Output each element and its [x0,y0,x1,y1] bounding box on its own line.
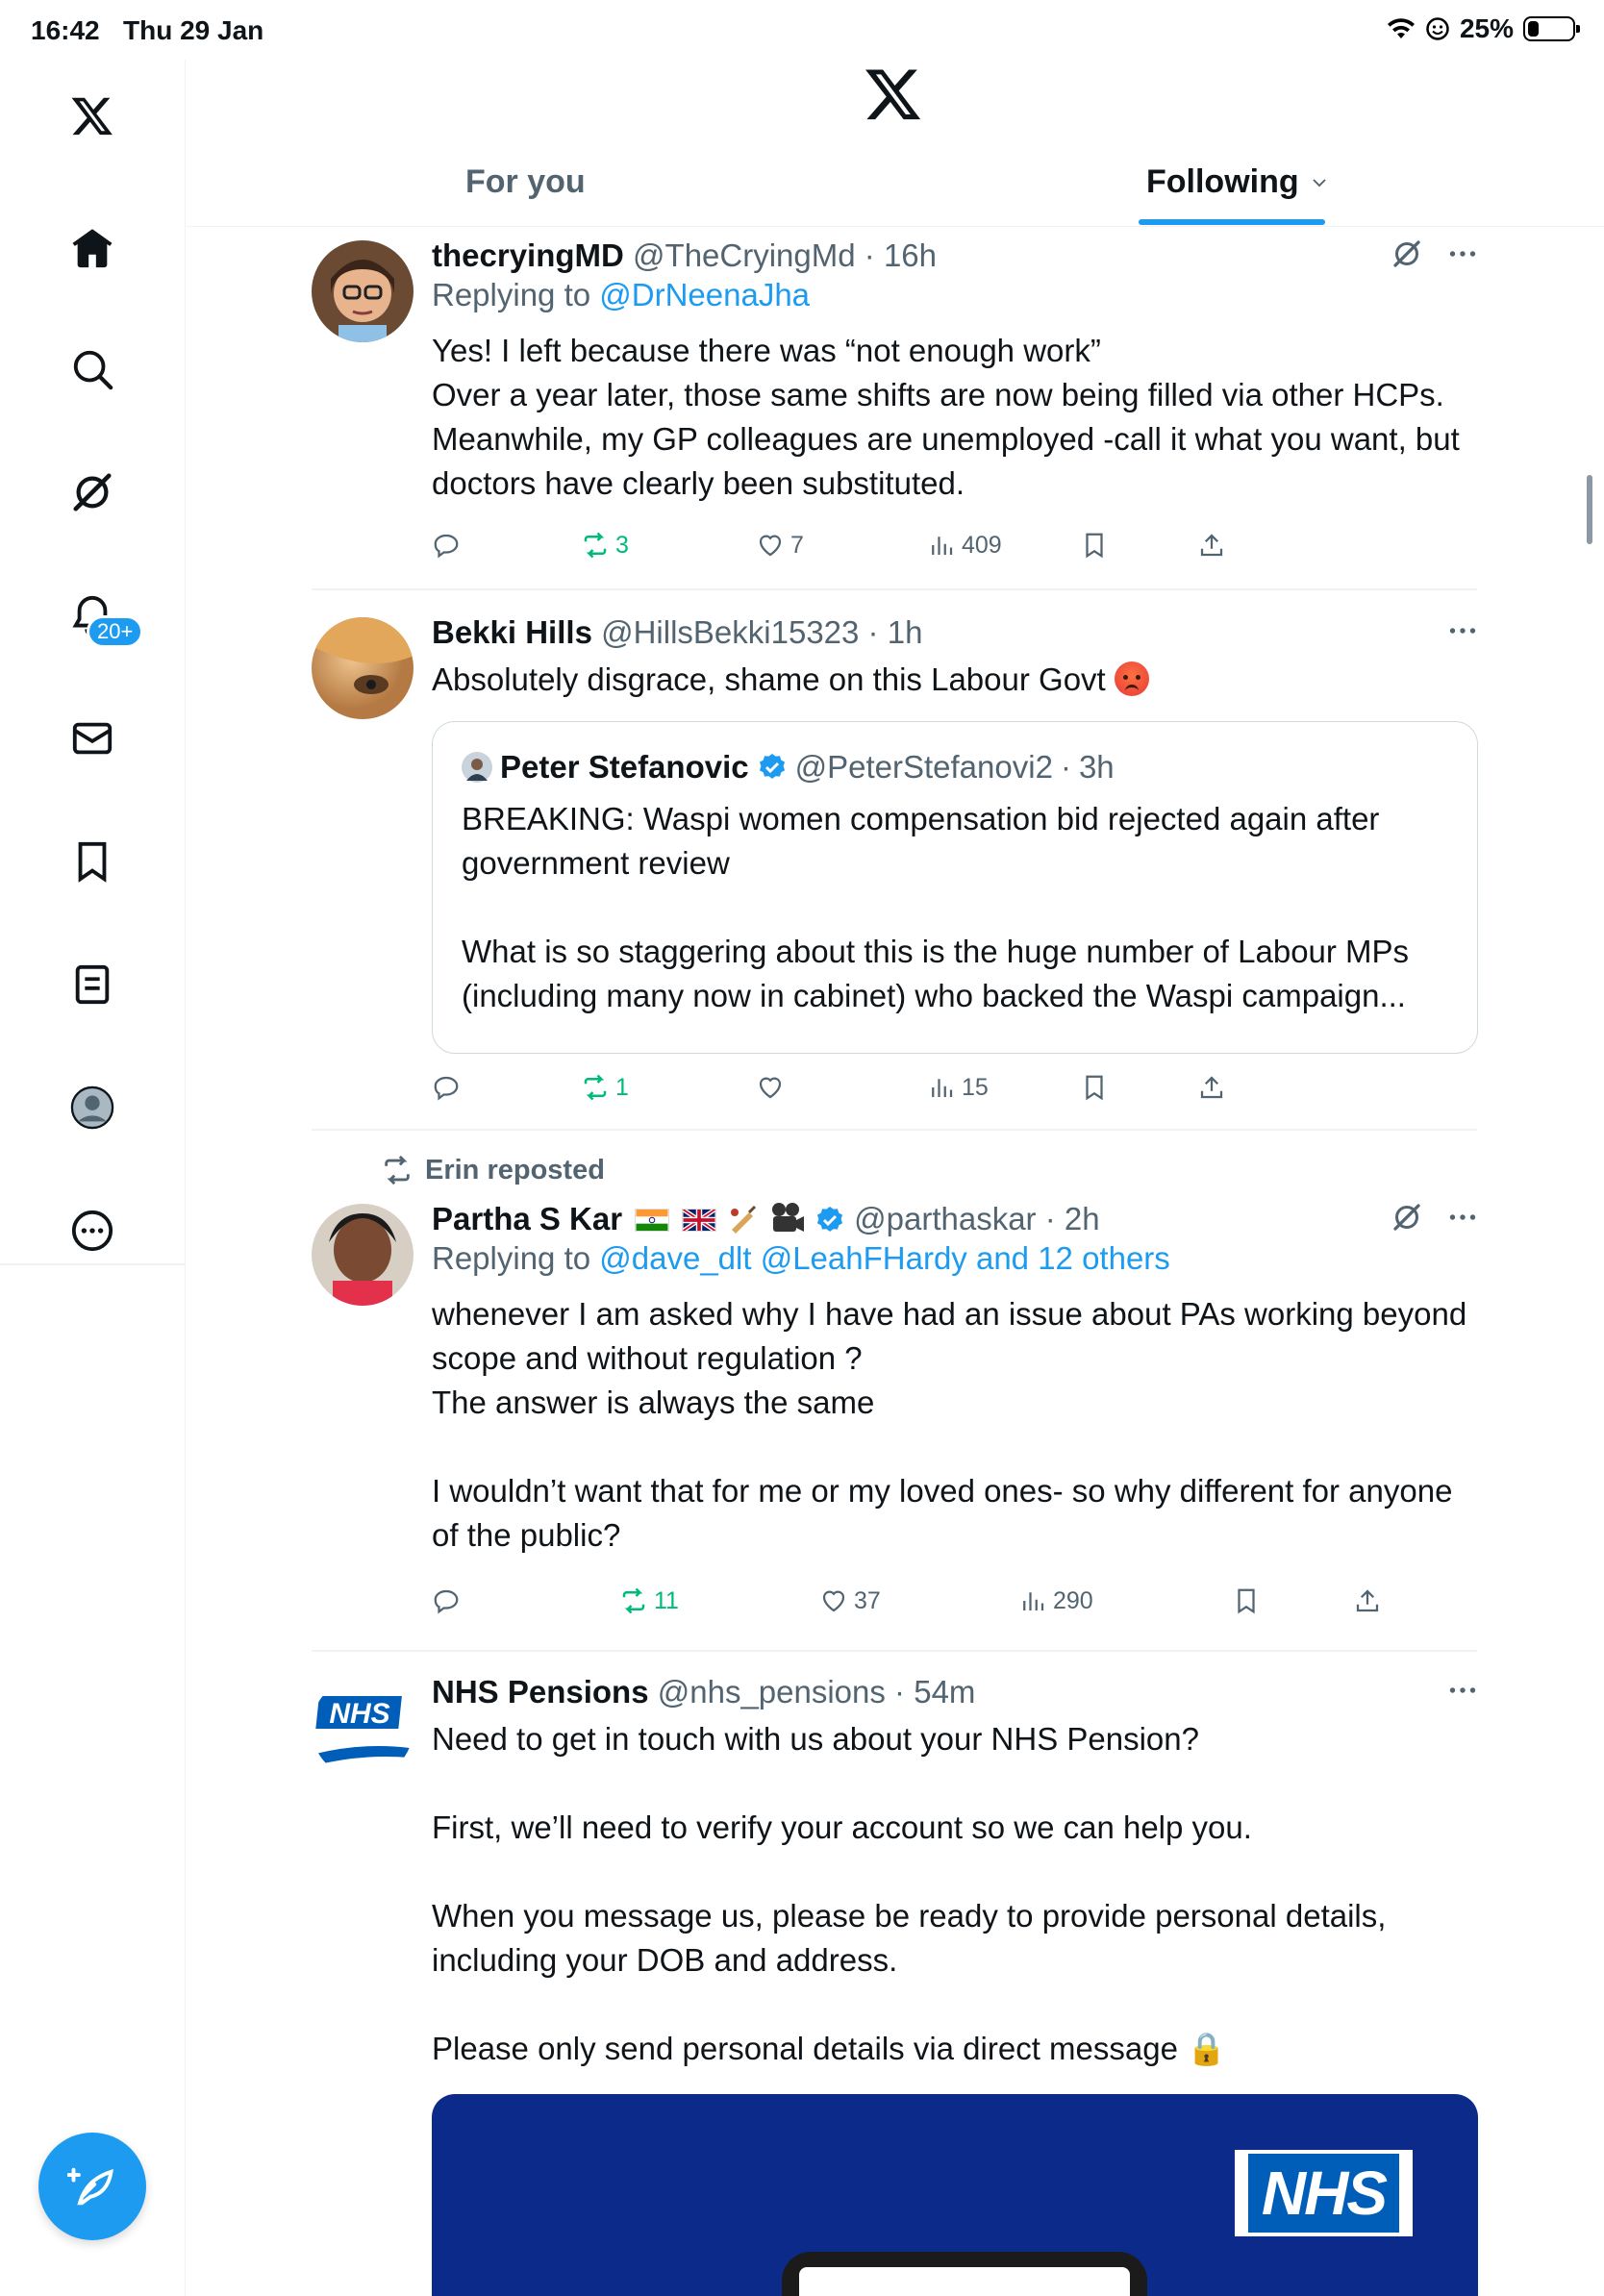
like-count: 7 [790,531,804,559]
tab-label: For you [465,163,586,200]
status-date: Thu 29 Jan [123,15,264,45]
post-header: NHS Pensions @nhs_pensions · 54m [432,1673,1480,1711]
profile-avatar-icon[interactable] [63,1079,121,1136]
grok-icon[interactable] [1390,237,1424,271]
repost-context [381,1154,605,1186]
grok-icon[interactable] [1390,1200,1424,1235]
repost-count: 3 [615,531,629,559]
notifications-badge: 20+ [87,615,143,648]
share-button[interactable] [1197,1073,1226,1102]
reply-button[interactable] [432,1073,461,1102]
more-dots-icon[interactable] [1445,1200,1480,1235]
angry-face-emoji-icon [1115,661,1149,696]
quoted-post-header: Peter Stefanovic @PeterStefanovi2 · 3h [462,749,1448,786]
repost-icon [581,531,610,560]
post-item[interactable] [312,613,1477,1113]
quoted-post-card[interactable] [432,721,1478,1054]
verified-badge-icon [815,1205,845,1235]
reply-to-link[interactable]: @dave_dlt @LeahFHardy and 12 others [599,1240,1170,1276]
views-chart-icon [927,531,956,560]
reply-button[interactable] [432,1586,461,1615]
repost-count: 11 [654,1586,679,1614]
author-name[interactable]: Partha S Kar [432,1201,623,1236]
messages-envelope-icon[interactable] [63,710,121,767]
reposted-by[interactable]: Erin reposted [425,1154,605,1185]
more-options-icon[interactable] [63,1202,121,1260]
view-count: 15 [962,1073,989,1101]
tab-label: Following [1146,163,1299,200]
author-handle[interactable]: @parthaskar [854,1201,1037,1236]
views-chart-icon [927,1073,956,1102]
device-illustration [782,2252,1147,2296]
author-handle[interactable]: @HillsBekki15323 [601,614,860,650]
author-name[interactable]: thecryingMD [432,237,624,273]
post-time[interactable]: 1h [887,614,923,650]
avatar[interactable] [312,1677,414,1779]
status-right [1387,13,1575,44]
more-dots-icon[interactable] [1445,613,1480,648]
reply-icon [432,1586,461,1615]
post-text: Need to get in touch with us about your NHS Pension? First, we’ll need to verify your account so we can help you. When you message us, please be ready to provide personal details, including your DOB and address. Please only send personal details via direct message 🔒 [432,1721,1387,2066]
bookmark-icon [1080,531,1109,560]
views-chart-icon [1018,1586,1047,1615]
author-name[interactable]: Bekki Hills [432,614,592,650]
reply-context [432,1238,1480,1279]
reply-prefix: Replying to [432,1240,600,1276]
post-divider [312,588,1477,590]
avatar[interactable] [312,1204,414,1306]
reply-to-link[interactable]: @DrNeenaJha [599,277,811,312]
heart-icon [756,531,785,560]
bookmark-icon [1080,1073,1109,1102]
post-text-container [432,658,1480,702]
post-actions [432,531,1480,569]
more-dots-icon[interactable] [1445,237,1480,271]
post-time[interactable]: 54m [914,1674,976,1710]
repost-button[interactable] [619,1586,679,1615]
left-navigation-rail [0,60,186,2296]
view-count: 290 [1053,1586,1093,1614]
post-text: whenever I am asked why I have had an issue about PAs working beyond scope and without regulation ? The answer is always the same I wouldn’t want that for me or my loved ones- so why different for anyone of the public? [432,1296,1467,1553]
bookmark-icon [1232,1586,1261,1615]
focus-icon [1425,16,1450,41]
post-actions [432,1073,1480,1111]
author-handle[interactable]: @nhs_pensions [657,1674,886,1710]
quoted-post-text: BREAKING: Waspi women compensation bid rejected again after government review What is so staggering about this is the huge number of Labour MPs (including many now in cabinet) who backed the Waspi campaign... [462,801,1410,1013]
post-divider [312,1129,1477,1131]
movie-camera-icon [769,1201,806,1235]
grok-icon[interactable] [63,463,121,521]
quoted-author-avatar [462,752,492,783]
share-button[interactable] [1197,531,1226,560]
post-time[interactable]: 2h [1064,1201,1100,1236]
repost-button[interactable] [581,1073,629,1102]
share-button[interactable] [1353,1586,1382,1615]
repost-icon [381,1154,414,1186]
avatar[interactable] [312,617,414,719]
more-dots-icon[interactable] [1445,1673,1480,1708]
like-button[interactable] [756,1073,785,1102]
post-header: Bekki Hills @HillsBekki15323 · 1h [432,613,1480,652]
post-item[interactable] [312,1673,1477,2296]
india-flag-icon [635,1209,669,1232]
reply-icon [432,1073,461,1102]
heart-icon [819,1586,848,1615]
rail-separator [0,1263,186,1265]
nhs-logo-text: NHS [1248,2154,1399,2233]
search-icon[interactable] [63,340,121,398]
post-time[interactable]: 16h [883,237,937,273]
share-icon [1197,531,1226,560]
reply-button[interactable] [432,531,461,560]
post-header: thecryingMD @TheCryingMd · 16h [432,237,1480,275]
reply-prefix: Replying to [432,277,600,312]
post-item[interactable] [312,237,1477,573]
share-icon [1353,1586,1382,1615]
chevron-down-icon [1311,174,1328,191]
post-header: Partha S Kar @parthaskar · 2h [432,1200,1480,1238]
x-logo-icon[interactable] [63,87,121,144]
views-button[interactable] [927,1073,989,1102]
bookmark-button[interactable] [1080,531,1109,560]
repost-button[interactable] [581,531,629,560]
compose-post-button[interactable] [38,2133,146,2240]
repost-count: 1 [615,1073,629,1101]
wifi-icon [1387,17,1416,40]
heart-icon [756,1073,785,1102]
like-button[interactable] [756,531,804,560]
post-item[interactable] [312,1154,1477,1625]
cricket-bat-icon [726,1201,761,1235]
post-actions [432,1586,1480,1625]
battery-icon [1523,16,1575,41]
author-handle[interactable]: @TheCryingMd [633,237,856,273]
home-icon[interactable] [63,219,121,277]
view-count: 409 [962,531,1002,559]
views-button[interactable] [1018,1586,1093,1615]
post-media-image[interactable] [432,2094,1478,2296]
active-tab-indicator [1139,219,1325,225]
avatar-logo-text: NHS [329,1698,390,1730]
verified-badge-icon [757,752,788,783]
like-button[interactable] [819,1586,881,1615]
post-text: Yes! I left because there was “not enough work” Over a year later, those same shifts are now being filled via other HCPs. Meanwhile, my GP colleagues are unemployed -call it what you want, but doctors have clearly been substituted. [432,333,1460,501]
scrollbar[interactable] [1587,475,1592,544]
status-time: 16:42 [31,15,100,45]
quoted-author-handle: @PeterStefanovi2 [794,749,1053,785]
nhs-logo [1235,2150,1413,2236]
post-divider [312,1650,1477,1652]
quoted-post-time: 3h [1078,749,1115,785]
bookmark-button[interactable] [1080,1073,1109,1102]
x-logo-icon[interactable] [864,63,923,123]
repost-icon [619,1586,648,1615]
status-bar [0,0,1604,60]
like-count: 37 [854,1586,881,1614]
compose-feather-icon [67,2161,117,2211]
quoted-author-name: Peter Stefanovic [500,749,749,785]
repost-icon [581,1073,610,1102]
lists-icon[interactable] [63,956,121,1013]
timeline-tabs [187,154,1604,227]
uk-flag-icon [682,1209,716,1232]
tab-for-you[interactable] [465,163,586,201]
tab-following[interactable] [1146,163,1328,201]
post-text: Absolutely disgrace, shame on this Labour Govt [432,661,1106,697]
avatar[interactable] [312,240,414,342]
author-name[interactable]: NHS Pensions [432,1674,649,1710]
share-icon [1197,1073,1226,1102]
battery-percent: 25% [1459,13,1514,43]
views-button[interactable] [927,531,1002,560]
reply-context [432,275,1480,315]
battery-fill [1528,21,1539,37]
reply-icon [432,531,461,560]
bookmarks-icon[interactable] [63,833,121,890]
bookmark-button[interactable] [1232,1586,1261,1615]
